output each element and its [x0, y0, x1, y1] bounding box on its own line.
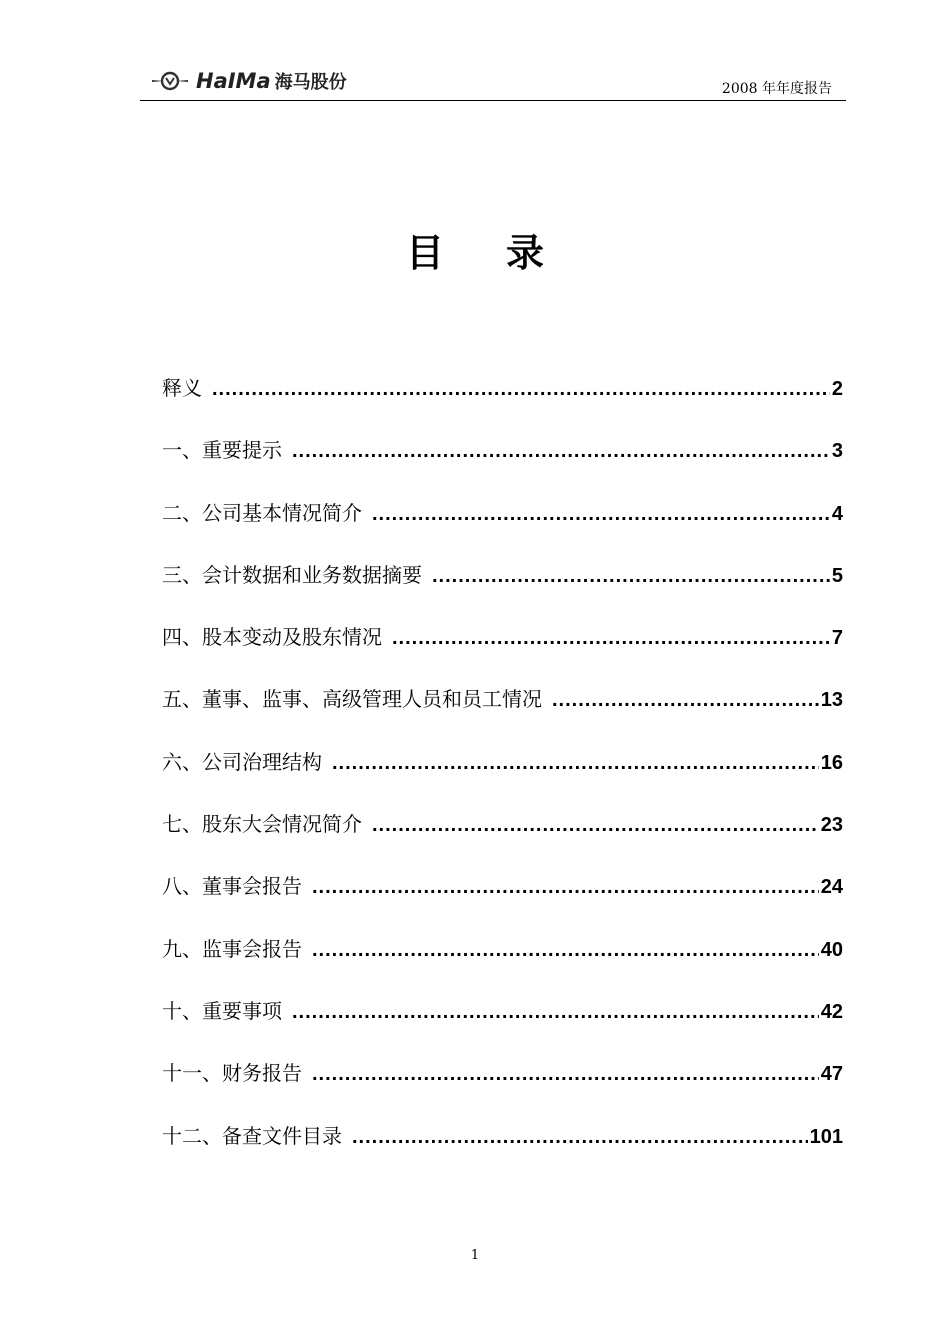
toc-entry-label: 十一、财务报告 — [162, 1061, 302, 1086]
title-char-1: 目 — [405, 231, 444, 275]
toc-entry[interactable] — [162, 746, 843, 808]
toc-leader-dots — [312, 939, 819, 962]
toc-entry[interactable] — [162, 1120, 843, 1182]
toc-entry-page: 23 — [820, 814, 843, 837]
toc-entry-page: 5 — [831, 564, 843, 587]
toc-entry-page: 24 — [820, 876, 843, 899]
title-char-2: 录 — [506, 231, 545, 275]
page-title — [0, 222, 950, 277]
page-number: 1 — [470, 1248, 480, 1263]
toc-entry-page: 4 — [831, 502, 843, 525]
toc-leader-dots — [312, 876, 819, 899]
toc-entry-page: 7 — [831, 627, 843, 650]
toc-entry[interactable] — [162, 372, 843, 434]
toc-entry[interactable] — [162, 995, 843, 1057]
toc-entry-page: 42 — [820, 1000, 843, 1023]
toc-leader-dots — [212, 378, 830, 401]
toc-entry-label: 八、董事会报告 — [162, 874, 302, 899]
toc-entry-page: 47 — [820, 1063, 843, 1086]
toc-entry-page: 13 — [820, 689, 843, 712]
toc-entry-label: 六、公司治理结构 — [162, 749, 322, 774]
toc-entry[interactable] — [162, 870, 843, 932]
toc-entry[interactable] — [162, 559, 843, 621]
toc-entry-label: 九、监事会报告 — [162, 936, 302, 961]
logo-chinese-name: 海马股份 — [274, 72, 347, 93]
toc-leader-dots — [372, 503, 830, 526]
toc-leader-dots — [432, 565, 830, 588]
toc-entry[interactable] — [162, 808, 843, 870]
toc-leader-dots — [312, 1063, 819, 1086]
logo-wordmark: HaIMa — [196, 69, 271, 93]
toc-entry-page: 2 — [831, 378, 843, 400]
toc-entry-page: 16 — [820, 751, 843, 774]
toc-entry[interactable] — [162, 434, 843, 496]
toc-entry[interactable] — [162, 621, 843, 683]
toc-leader-dots — [392, 627, 830, 650]
toc-entry-label: 三、会计数据和业务数据摘要 — [162, 562, 422, 587]
toc-entry-label: 十、重要事项 — [162, 998, 282, 1023]
toc-entry[interactable] — [162, 1057, 843, 1119]
toc-entry-label: 七、股东大会情况简介 — [162, 812, 362, 837]
toc-entry-label: 二、公司基本情况简介 — [162, 500, 362, 525]
toc-entry-label: 十二、备查文件目录 — [162, 1123, 342, 1148]
toc-entry-page: 101 — [809, 1125, 843, 1148]
toc-entry-label: 四、股本变动及股东情况 — [162, 625, 382, 650]
page-header — [140, 62, 846, 101]
toc-entry[interactable] — [162, 683, 843, 745]
haima-emblem-icon — [150, 68, 190, 94]
report-label: 2008 年年度报告 — [721, 81, 832, 97]
toc-leader-dots — [292, 1001, 819, 1024]
toc-leader-dots — [292, 440, 830, 463]
toc-entry[interactable] — [162, 497, 843, 559]
toc-entry-label: 释义 — [162, 376, 202, 400]
haima-logo — [150, 66, 347, 96]
table-of-contents — [162, 372, 843, 1182]
toc-leader-dots — [332, 752, 819, 775]
toc-entry-page: 3 — [831, 440, 843, 463]
toc-leader-dots — [372, 814, 819, 837]
toc-entry-page: 40 — [820, 938, 843, 961]
toc-entry-label: 五、董事、监事、高级管理人员和员工情况 — [162, 687, 542, 712]
toc-leader-dots — [352, 1126, 808, 1149]
toc-leader-dots — [552, 689, 819, 712]
toc-entry-label: 一、重要提示 — [162, 438, 282, 463]
toc-entry[interactable] — [162, 933, 843, 995]
